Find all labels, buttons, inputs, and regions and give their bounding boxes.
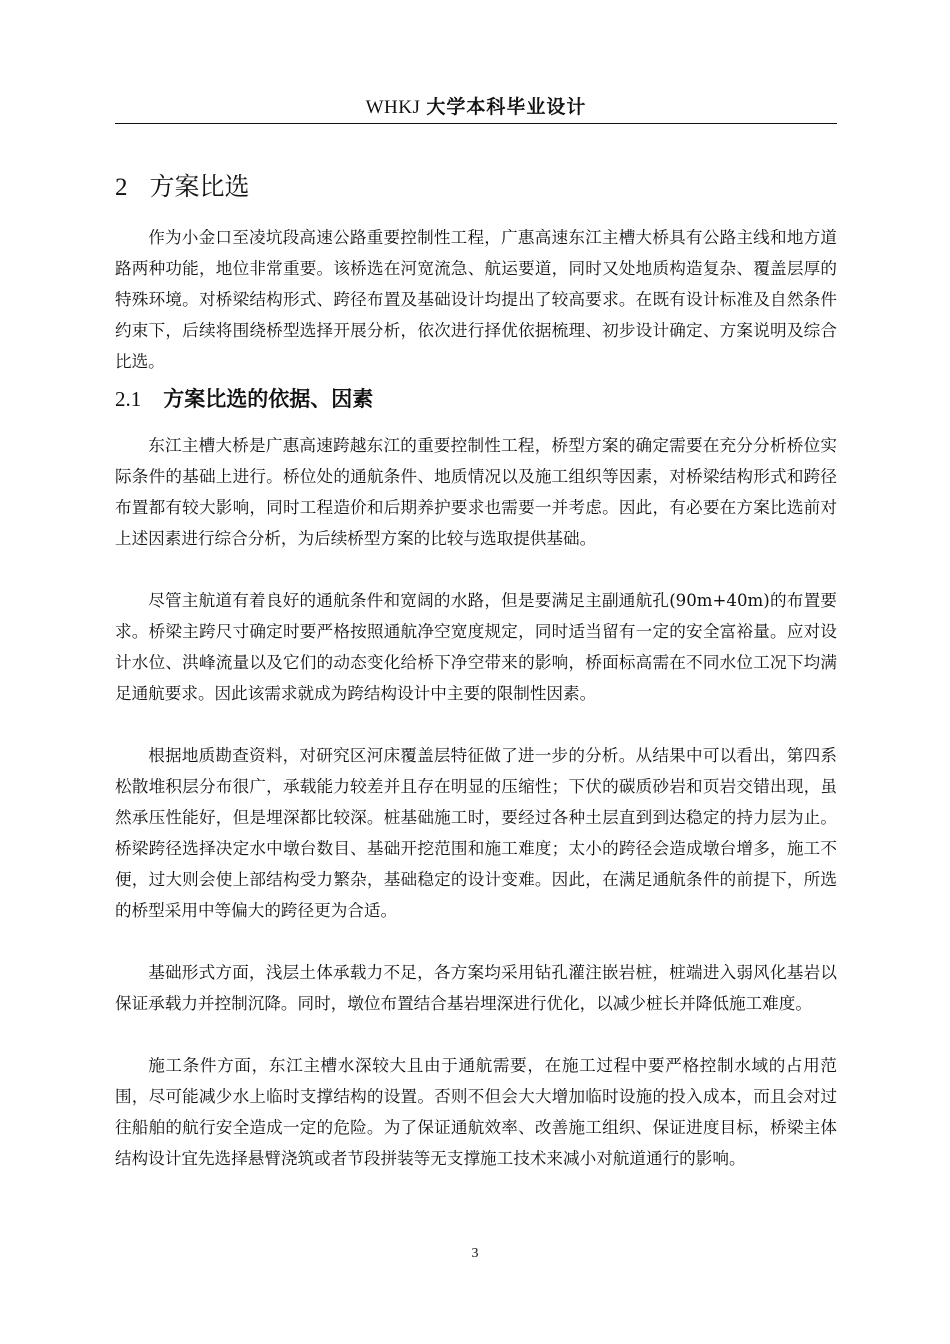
page-number: 3 [471, 1246, 479, 1261]
header-title: 大学本科毕业设计 [426, 96, 587, 118]
section-title: 方案比选的依据、因素 [163, 387, 374, 411]
paragraph-construction: 施工条件方面，东江主槽水深较大且由于通航需要，在施工过程中要严格控制水域的占用范围，尽可能减少水上临时支撑结构的设置。否则不但会大大增加临时设施的投入成本，而且会对过往船舶的航行安全造成一定的危险。为了保证通航效率、改善施工组织、保证进度目标，桥梁主体结构设计宜先选择悬臂浇筑或者节段拼装等无支撑施工技术来减小对航道通行的影响。 [115, 1056, 837, 1168]
paragraph-overview: 东江主槽大桥是广惠高速跨越东江的重要控制性工程，桥型方案的确定需要在充分分析桥位实际条件的基础上进行。桥位处的通航条件、地质情况以及施工组织等因素，对桥梁结构形式和跨径布置都有较大影响，同时工程造价和后期养护要求也需要一并考虑。因此，有必要在方案比选前对上述因素进行综合分析，为后续桥型方案的比较与选取提供基础。 [115, 436, 837, 548]
paragraph-navigation: 尽管主航道有着良好的通航条件和宽阔的水路，但是要满足主副通航孔(90m+40m)的布置要求。桥梁主跨尺寸确定时要严格按照通航净空宽度规定，同时适当留有一定的安全富裕量。应对设计水位、洪峰流量以及它们的动态变化给桥下净空带来的影响，桥面标高需在不同水位工况下均满足通航要求。因此该需求就成为跨结构设计中主要的限制性因素。 [115, 591, 837, 703]
header-latin: WHKJ [365, 97, 421, 118]
section-number: 2.1 [115, 387, 142, 411]
paragraph-intro: 作为小金口至凌坑段高速公路重要控制性工程，广惠高速东江主槽大桥具有公路主线和地方道路两种功能，地位非常重要。该桥选在河宽流急、航运要道，同时又处地质构造复杂、覆盖层厚的特殊环境。对桥梁结构形式、跨径布置及基础设计均提出了较高要求。在既有设计标准及自然条件约束下，后续将围绕桥型选择开展分析，依次进行择优依据梳理、初步设计确定、方案说明及综合比选。 [115, 228, 837, 371]
chapter-number: 2 [115, 174, 128, 201]
header-rule [115, 123, 837, 124]
chapter-title: 方案比选 [149, 172, 250, 201]
paragraph-geology: 根据地质勘查资料，对研究区河床覆盖层特征做了进一步的分析。从结果中可以看出，第四系松散堆积层分布很广，承载能力较差并且存在明显的压缩性；下伏的碳质砂岩和页岩交错出现，虽然承压性能好，但是埋深都比较深。桩基础施工时，要经过各种土层直到到达稳定的持力层为止。桥梁跨径选择决定水中墩台数目、基础开挖范围和施工难度；太小的跨径会造成墩台增多，施工不便，过大则会使上部结构受力繁杂，基础稳定的设计变难。因此，在满足通航条件的前提下，所选的桥型采用中等偏大的跨径更为合适。 [115, 746, 837, 920]
chapter-heading [115, 170, 250, 205]
running-header [115, 92, 837, 122]
paragraph-foundation: 基础形式方面，浅层土体承载力不足，各方案均采用钻孔灌注嵌岩桩，桩端进入弱风化基岩以保证承载力并控制沉降。同时，墩位布置结合基岩埋深进行优化，以减少桩长并降低施工难度。 [115, 963, 837, 1013]
section-heading [115, 384, 373, 414]
